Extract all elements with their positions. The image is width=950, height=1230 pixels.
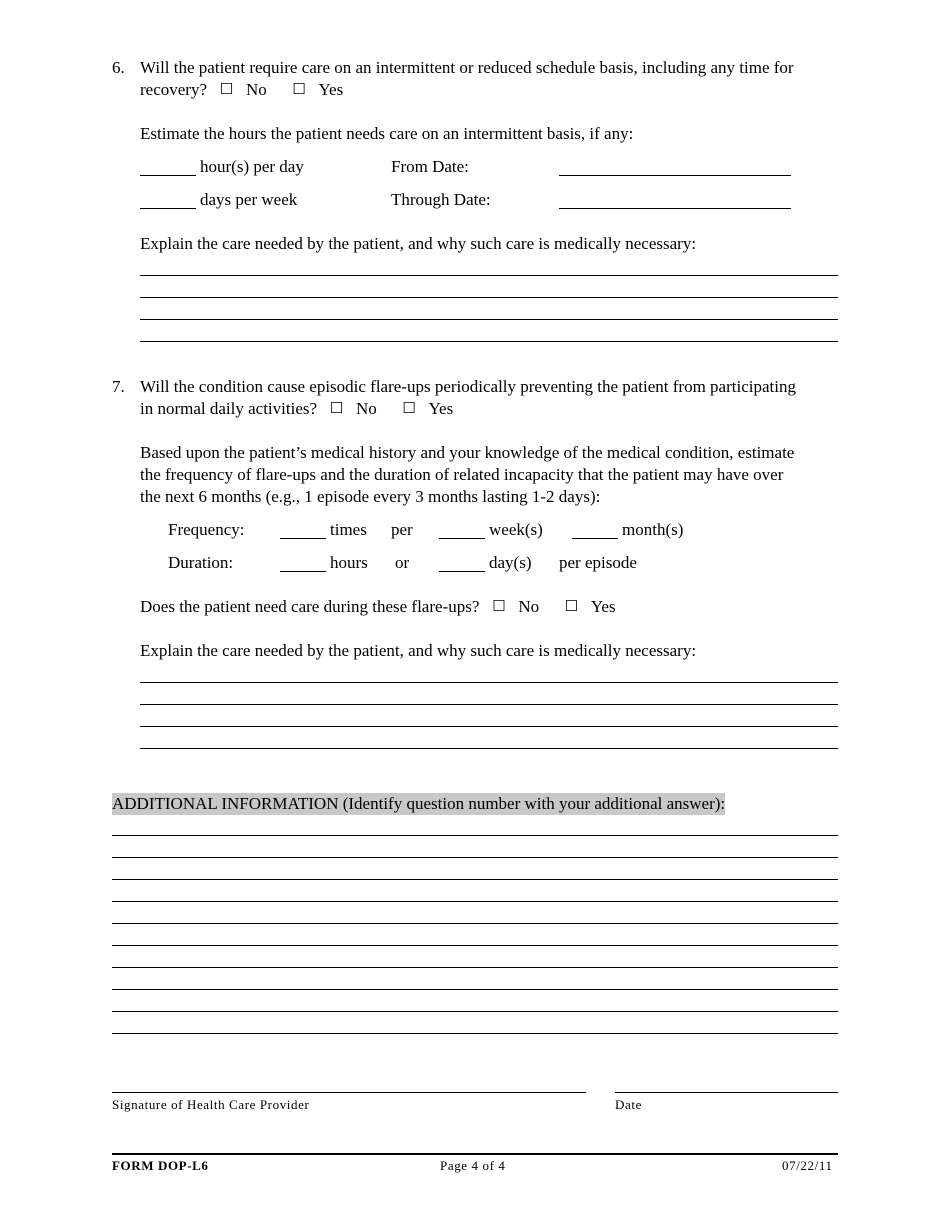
frequency-weeks-field[interactable] [439, 538, 485, 539]
additional-info-line[interactable] [112, 879, 838, 880]
q7-no-checkbox[interactable]: ☐ [329, 399, 344, 417]
days-per-week-field[interactable] [140, 208, 196, 209]
days-label: day(s) [489, 553, 532, 572]
q7-no-label: No [355, 399, 377, 418]
q7-yes-label: Yes [428, 399, 454, 418]
frequency-label: Frequency: [168, 520, 245, 539]
q6-number: 6. [112, 58, 125, 77]
additional-info-line[interactable] [112, 857, 838, 858]
q6-estimate-prompt: Estimate the hours the patient needs care on an intermittent basis, if any: [140, 124, 634, 143]
additional-info-line[interactable] [112, 923, 838, 924]
date-field[interactable] [615, 1092, 838, 1093]
q7-question-text: in normal daily activities? [140, 399, 318, 418]
q7-question-line2 [140, 398, 453, 420]
additional-info-line[interactable] [112, 1011, 838, 1012]
q6-explain-line[interactable] [140, 275, 838, 276]
q6-explain-prompt: Explain the care needed by the patient, and why such care is medically necessary: [140, 234, 697, 253]
q6-yes-label: Yes [318, 80, 344, 99]
q6-question-line1: Will the patient require care on an intermittent or reduced schedule basis, including any time for [140, 58, 794, 77]
or-label: or [395, 553, 410, 572]
q7-based-line2: the frequency of flare-ups and the duration of related incapacity that the patient may have over [140, 465, 784, 484]
additional-info-line[interactable] [112, 901, 838, 902]
flareup-yes-label: Yes [590, 597, 616, 616]
q7-explain-line[interactable] [140, 704, 838, 705]
days-per-week-label: days per week [200, 190, 298, 209]
footer-revision-date: 07/22/11 [782, 1158, 833, 1173]
flareup-care-text: Does the patient need care during these flare-ups? [140, 597, 480, 616]
additional-info-line[interactable] [112, 967, 838, 968]
q6-no-label: No [245, 80, 267, 99]
q6-explain-line[interactable] [140, 297, 838, 298]
q7-explain-line[interactable] [140, 682, 838, 683]
additional-info-line[interactable] [112, 1033, 838, 1034]
through-date-label: Through Date: [391, 190, 491, 209]
footer-page-number: Page 4 of 4 [440, 1158, 506, 1173]
footer-form-id: FORM DOP-L6 [112, 1158, 209, 1173]
additional-info-line[interactable] [112, 945, 838, 946]
q7-explain-prompt: Explain the care needed by the patient, and why such care is medically necessary: [140, 641, 697, 660]
frequency-months-field[interactable] [572, 538, 618, 539]
duration-hours-field[interactable] [280, 571, 326, 572]
flareup-no-label: No [518, 597, 540, 616]
from-date-label: From Date: [391, 157, 469, 176]
q7-number: 7. [112, 377, 125, 396]
additional-info-line[interactable] [112, 835, 838, 836]
q7-based-line3: the next 6 months (e.g., 1 episode every 3 months lasting 1-2 days): [140, 487, 601, 506]
q7-explain-line[interactable] [140, 748, 838, 749]
from-date-field[interactable] [559, 175, 791, 176]
hours-per-day-field[interactable] [140, 175, 196, 176]
additional-info-line[interactable] [112, 989, 838, 990]
additional-info-heading: ADDITIONAL INFORMATION (Identify question number with your additional answer): [112, 794, 726, 813]
q7-based-line1: Based upon the patient’s medical history and your knowledge of the medical condition, estimate [140, 443, 795, 462]
flareup-no-checkbox[interactable]: ☐ [492, 597, 506, 615]
date-label: Date [615, 1097, 642, 1112]
flareup-yes-checkbox[interactable]: ☐ [564, 597, 579, 615]
q7-explain-line[interactable] [140, 726, 838, 727]
q6-no-checkbox[interactable]: ☐ [219, 80, 234, 98]
q7-question-line1: Will the condition cause episodic flare-ups periodically preventing the patient from participating [140, 377, 796, 396]
signature-label: Signature of Health Care Provider [112, 1097, 310, 1112]
months-label: month(s) [622, 520, 684, 539]
through-date-field[interactable] [559, 208, 791, 209]
hours-label: hours [330, 553, 368, 572]
frequency-times-field[interactable] [280, 538, 326, 539]
times-label: times [330, 520, 367, 539]
per-episode-label: per episode [559, 553, 637, 572]
duration-days-field[interactable] [439, 571, 485, 572]
q6-yes-checkbox[interactable]: ☐ [292, 80, 306, 98]
per-label: per [391, 520, 413, 539]
q6-explain-line[interactable] [140, 341, 838, 342]
q6-question-line2 [140, 79, 343, 101]
flareup-care-question [140, 596, 616, 618]
hours-per-day-label: hour(s) per day [200, 157, 304, 176]
signature-field[interactable] [112, 1092, 586, 1093]
duration-label: Duration: [168, 553, 234, 572]
q7-yes-checkbox[interactable]: ☐ [402, 399, 416, 417]
weeks-label: week(s) [489, 520, 543, 539]
q6-explain-line[interactable] [140, 319, 838, 320]
q6-question-text: recovery? [140, 80, 208, 99]
footer-rule [112, 1153, 838, 1155]
